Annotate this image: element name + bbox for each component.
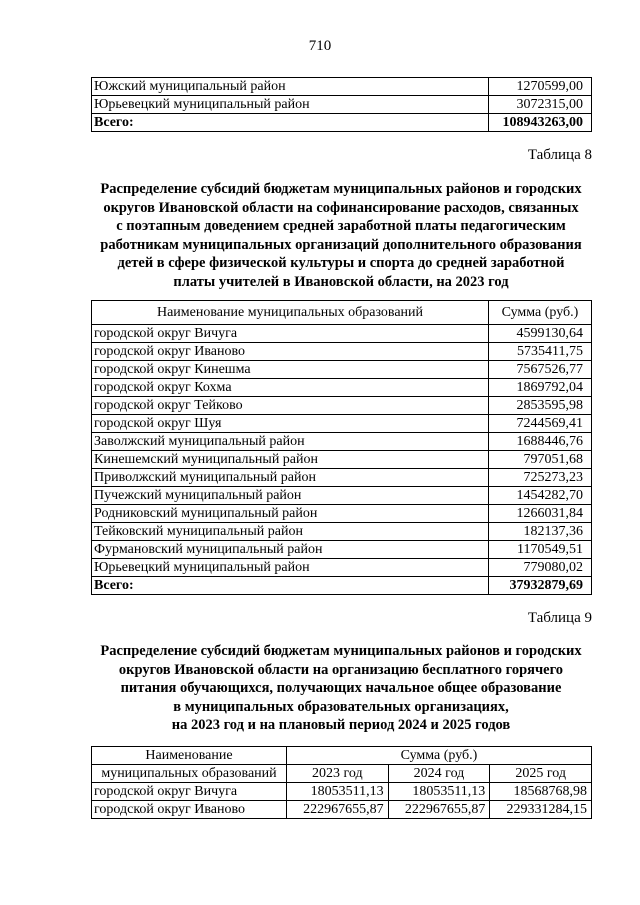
table8-header-name: Наименование муниципальных образований (92, 301, 489, 325)
table-row (92, 96, 592, 114)
municipality-name: Тейковский муниципальный район (92, 523, 489, 541)
amount-cell: 1266031,84 (489, 505, 592, 523)
total-row (92, 114, 592, 132)
amount-cell: 18053511,13 (287, 783, 389, 801)
municipality-name: городской округ Кохма (92, 379, 489, 397)
table-row (92, 469, 592, 487)
municipality-name: городской округ Шуя (92, 415, 489, 433)
amount-cell: 1454282,70 (489, 487, 592, 505)
title-line: в муниципальных образовательных организациях, (173, 698, 509, 715)
total-label: Всего: (92, 114, 489, 132)
municipality-name: Кинешемский муниципальный район (92, 451, 489, 469)
table-row (92, 505, 592, 523)
municipality-name: Юрьевецкий муниципальный район (92, 559, 489, 577)
amount-cell: 7567526,77 (489, 361, 592, 379)
table-row (92, 487, 592, 505)
table8 (91, 300, 592, 595)
table8-header-row (92, 301, 592, 325)
amount-cell: 1170549,51 (489, 541, 592, 559)
total-label: Всего: (92, 577, 489, 595)
amount-cell: 7244569,41 (489, 415, 592, 433)
table7-tail (91, 77, 592, 132)
total-row (92, 577, 592, 595)
municipality-name: городской округ Иваново (92, 801, 287, 819)
table9-header-year: 2023 год (287, 765, 389, 783)
total-amount: 37932879,69 (489, 577, 592, 595)
amount-cell: 222967655,87 (287, 801, 389, 819)
table-row (92, 559, 592, 577)
amount-cell: 18053511,13 (388, 783, 490, 801)
title-line: платы учителей в Ивановской области, на 2023 год (173, 273, 509, 290)
municipality-name: Заволжский муниципальный район (92, 433, 489, 451)
table9 (91, 746, 592, 819)
table9-header-row-1 (92, 747, 592, 765)
table-row (92, 78, 592, 96)
table-row (92, 343, 592, 361)
municipality-name: городской округ Кинешма (92, 361, 489, 379)
table9-header-year: 2025 год (490, 765, 592, 783)
title-line: с поэтапным доведением средней заработной платы педагогическим (116, 218, 566, 234)
amount-cell: 18568768,98 (490, 783, 592, 801)
table9-title (70, 642, 612, 735)
municipality-name: городской округ Вичуга (92, 325, 489, 343)
table-row (92, 783, 592, 801)
title-line: детей в сфере физической культуры и спорта до средней заработной (117, 255, 565, 271)
table-row (92, 397, 592, 415)
title-line: округов Ивановской области на софинансирование расходов, связанных (103, 199, 579, 216)
amount-cell: 1688446,76 (489, 433, 592, 451)
table8-header-sum: Сумма (руб.) (489, 301, 592, 325)
municipality-name: городской округ Вичуга (92, 783, 287, 801)
table8-label: Таблица 8 (527, 147, 592, 163)
amount-cell: 229331284,15 (490, 801, 592, 819)
municipality-name: Пучежский муниципальный район (92, 487, 489, 505)
amount-cell: 182137,36 (489, 523, 592, 541)
amount-cell: 2853595,98 (489, 397, 592, 415)
table-row (92, 451, 592, 469)
amount-cell: 1270599,00 (489, 78, 592, 96)
amount-cell: 5735411,75 (489, 343, 592, 361)
municipality-name: городской округ Тейково (92, 397, 489, 415)
municipality-name: Фурмановский муниципальный район (92, 541, 489, 559)
title-line: округов Ивановской области на организацию бесплатного горячего (118, 661, 564, 678)
municipality-name: Юрьевецкий муниципальный район (92, 96, 489, 114)
amount-cell: 4599130,64 (489, 325, 592, 343)
amount-cell: 3072315,00 (489, 96, 592, 114)
table9-header-year: 2024 год (388, 765, 490, 783)
title-line: Распределение субсидий бюджетам муниципальных районов и городских (100, 643, 582, 659)
title-line: работникам муниципальных организаций дополнительного образования (100, 236, 582, 253)
table9-header-name-line1: Наименование (92, 747, 287, 765)
title-line: питания обучающихся, получающих начальное общее образование (120, 680, 562, 696)
table9-header-name-line2: муниципальных образований (92, 765, 287, 783)
total-amount: 108943263,00 (489, 114, 592, 132)
municipality-name: Приволжский муниципальный район (92, 469, 489, 487)
table-row (92, 433, 592, 451)
amount-cell: 779080,02 (489, 559, 592, 577)
municipality-name: Родниковский муниципальный район (92, 505, 489, 523)
table-row (92, 325, 592, 343)
table8-title (70, 180, 612, 291)
amount-cell: 725273,23 (489, 469, 592, 487)
table9-label: Таблица 9 (527, 610, 592, 626)
table-row (92, 379, 592, 397)
table-row (92, 415, 592, 433)
amount-cell: 797051,68 (489, 451, 592, 469)
table-row (92, 541, 592, 559)
table-row (92, 523, 592, 541)
amount-cell: 222967655,87 (388, 801, 490, 819)
table9-header-sum: Сумма (руб.) (287, 747, 592, 765)
title-line: Распределение субсидий бюджетам муниципальных районов и городских (100, 181, 582, 197)
table-row (92, 361, 592, 379)
municipality-name: городской округ Иваново (92, 343, 489, 361)
page-number: 710 (308, 38, 332, 54)
municipality-name: Южский муниципальный район (92, 78, 489, 96)
table-row (92, 801, 592, 819)
amount-cell: 1869792,04 (489, 379, 592, 397)
table9-header-row-2 (92, 765, 592, 783)
title-line: на 2023 год и на плановый период 2024 и 2025 годов (171, 717, 511, 733)
